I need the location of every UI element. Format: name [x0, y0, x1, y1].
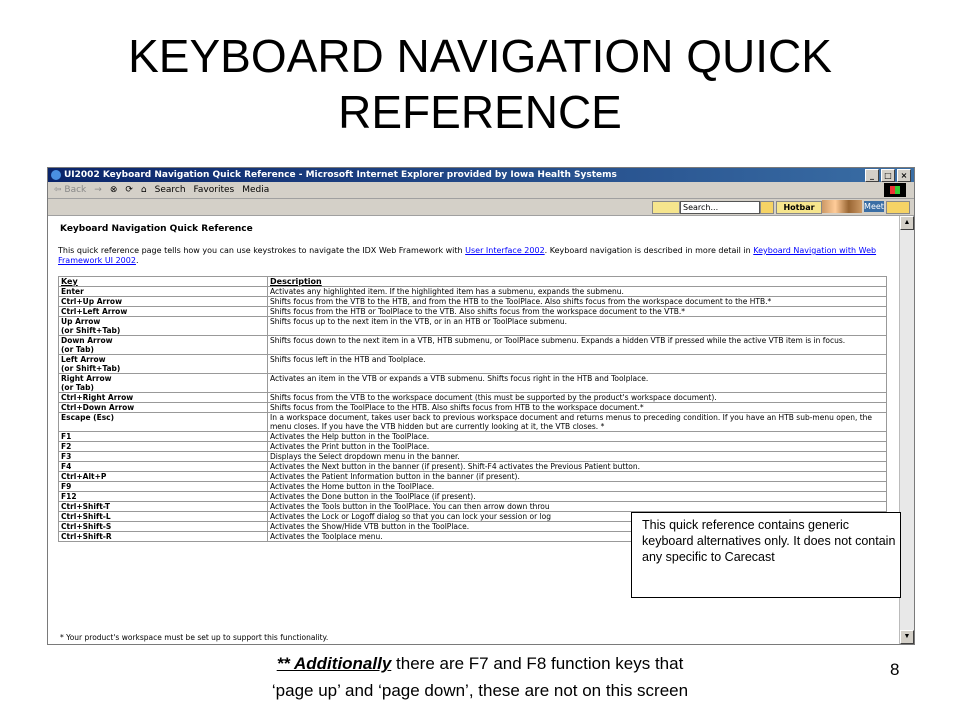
table-row	[59, 462, 887, 472]
key-cell: Ctrl+Shift-R	[59, 532, 268, 542]
close-button[interactable]: ×	[897, 169, 911, 182]
table-row	[59, 403, 887, 413]
intro-end: .	[135, 256, 139, 265]
key-cell: Ctrl+Left Arrow	[59, 307, 268, 317]
description-cell: Activates the Help button in the ToolPlace.	[268, 432, 887, 442]
key-cell: Ctrl+Up Arrow	[59, 297, 268, 307]
slide-title	[0, 28, 960, 140]
table-row	[59, 472, 887, 482]
description-cell: Activates the Home button in the ToolPlace.	[268, 482, 887, 492]
key-cell: F12	[59, 492, 268, 502]
browser-toolbar	[48, 182, 914, 199]
search-button[interactable]: Search	[154, 185, 186, 195]
key-cell: Ctrl+Shift-S	[59, 522, 268, 532]
favorites-button[interactable]: Favorites	[193, 185, 235, 195]
slide-number: 8	[890, 660, 900, 679]
vertical-scrollbar[interactable]	[899, 216, 914, 644]
key-cell: F9	[59, 482, 268, 492]
description-cell: Shifts focus from the HTB or ToolPlace to the VTB. Also shifts focus from the workspace document to the VTB.*	[268, 307, 887, 317]
meet-button[interactable]: Meet	[864, 202, 884, 211]
window-titlebar	[48, 168, 914, 182]
key-cell: F4	[59, 462, 268, 472]
table-row	[59, 492, 887, 502]
table-row	[59, 452, 887, 462]
table-row	[59, 413, 887, 432]
intro-paragraph	[58, 246, 888, 266]
description-cell: Shifts focus up to the next item in the VTB, or in an HTB or ToolPlace submenu.	[268, 317, 887, 336]
scroll-down-arrow-icon[interactable]: ▼	[900, 630, 914, 644]
description-cell: Activates the Show/Hide VTB button in the ToolPlace.	[268, 522, 887, 532]
key-table	[58, 276, 887, 542]
key-cell: Ctrl+Right Arrow	[59, 393, 268, 403]
description-cell: Shifts focus left in the HTB and Toolplace.	[268, 355, 887, 374]
refresh-button[interactable]: ⟳	[125, 185, 133, 195]
key-cell: F3	[59, 452, 268, 462]
table-header-row	[59, 277, 887, 287]
minimize-button[interactable]: _	[865, 169, 879, 182]
media-button[interactable]: Media	[242, 185, 270, 195]
window-title: UI2002 Keyboard Navigation Quick Reference - Microsoft Internet Explorer provided by Iowa Health Systems	[64, 170, 617, 180]
mail-icon[interactable]	[652, 201, 680, 214]
footnote-1: * Your product's workspace must be set up to support this functionality.	[60, 633, 329, 642]
table-row	[59, 336, 887, 355]
description-cell: In a workspace document, takes user back to previous workspace document and returns menus to preceding condition. If you have an HTB sub-menu open, the menu closes. If you have the VTB hidden but are currently looking at it, the VTB closes. *	[268, 413, 887, 432]
table-body	[59, 287, 887, 542]
windows-logo-icon	[884, 183, 906, 197]
forward-button[interactable]: →	[94, 185, 102, 195]
table-row	[59, 432, 887, 442]
ie-icon	[51, 170, 61, 180]
hotbar-pictures-icon[interactable]	[822, 200, 862, 213]
key-cell: F2	[59, 442, 268, 452]
description-cell: Activates the Toolplace menu.	[268, 532, 887, 542]
callout-box: This quick reference contains generic keyboard alternatives only. It does not contain any specific to Carecast	[631, 512, 901, 598]
description-cell: Activates the Done button in the ToolPlace (if present).	[268, 492, 887, 502]
table-row	[59, 393, 887, 403]
table-row	[59, 374, 887, 393]
table-row	[59, 502, 887, 512]
home-button[interactable]: ⌂	[140, 185, 147, 195]
description-cell: Activates the Patient Information button in the banner (if present).	[268, 472, 887, 482]
description-cell: Shifts focus down to the next item in a VTB, HTB submenu, or ToolPlace submenu. Expands a hidden VTB if pressed while the active VTB item is in focus.	[268, 336, 887, 355]
slide-title-line1: KEYBOARD NAVIGATION QUICK	[128, 30, 832, 82]
toolbar-extra-icon[interactable]	[886, 201, 910, 214]
description-cell: Activates an item in the VTB or expands a VTB submenu. Shifts focus right in the HTB and Toolplace.	[268, 374, 887, 393]
key-cell: Right Arrow (or Tab)	[59, 374, 268, 393]
key-cell: Up Arrow (or Shift+Tab)	[59, 317, 268, 336]
table-row	[59, 287, 887, 297]
description-cell: Activates the Next button in the banner (if present). Shift-F4 activates the Previous Patient button.	[268, 462, 887, 472]
table-row	[59, 482, 887, 492]
table-row	[59, 317, 887, 336]
window-controls	[865, 169, 911, 182]
key-cell: Escape (Esc)	[59, 413, 268, 432]
description-cell: Activates the Tools button in the ToolPlace. You can then arrow down throu	[268, 502, 887, 512]
key-column-header: Key	[59, 277, 268, 287]
key-cell: Ctrl+Down Arrow	[59, 403, 268, 413]
key-cell: Ctrl+Alt+P	[59, 472, 268, 482]
key-cell: Ctrl+Shift-T	[59, 502, 268, 512]
intro-text: This quick reference page tells how you can use keystrokes to navigate the IDX Web Framework with	[58, 246, 466, 255]
table-row	[59, 355, 887, 374]
hotbar-button[interactable]: Hotbar	[776, 201, 822, 214]
note-line2: ‘page up’ and ‘page down’, these are not on this screen	[271, 681, 689, 700]
note-line1: there are F7 and F8 function keys that	[391, 654, 684, 673]
description-cell: Shifts focus from the VTB to the HTB, and from the HTB to the ToolPlace. Also shifts focus from the workspace document to the HTB.*	[268, 297, 887, 307]
key-cell: Down Arrow (or Tab)	[59, 336, 268, 355]
page-heading: Keyboard Navigation Quick Reference	[60, 224, 253, 234]
description-cell: Activates the Lock or Logoff dialog so that you can lock your session or log	[268, 512, 887, 522]
table-row	[59, 442, 887, 452]
slide-title-line2: REFERENCE	[338, 86, 622, 138]
back-button[interactable]: ⇦ Back	[54, 185, 87, 195]
search-input[interactable]: Search...	[680, 201, 760, 214]
description-cell: Shifts focus from the ToolPlace to the HTB. Also shifts focus from HTB to the workspace document.*	[268, 403, 887, 413]
table-row	[59, 297, 887, 307]
table-row	[59, 307, 887, 317]
stop-button[interactable]: ⊗	[109, 185, 118, 195]
intro-mid: . Keyboard navigation is described in more detail in	[544, 246, 754, 255]
description-cell: Displays the Select dropdown menu in the banner.	[268, 452, 887, 462]
description-column-header: Description	[268, 277, 887, 287]
search-toolbar	[48, 199, 914, 216]
scroll-up-arrow-icon[interactable]: ▲	[900, 216, 914, 230]
maximize-button[interactable]: □	[881, 169, 895, 182]
key-cell: F1	[59, 432, 268, 442]
key-cell: Enter	[59, 287, 268, 297]
key-cell: Left Arrow (or Shift+Tab)	[59, 355, 268, 374]
key-cell: Ctrl+Shift-L	[59, 512, 268, 522]
keyboard-nav-link[interactable]: Keyboard Navigation with Web Framework UI 2002	[58, 246, 877, 265]
description-cell: Activates the Print button in the ToolPlace.	[268, 442, 887, 452]
note-prefix: ** Additionally	[276, 654, 392, 673]
bottom-note	[140, 650, 820, 704]
search-go-icon[interactable]	[760, 201, 774, 214]
description-cell: Activates any highlighted item. If the highlighted item has a submenu, expands the submenu.	[268, 287, 887, 297]
ui2002-link[interactable]: User Interface 2002	[465, 246, 545, 255]
description-cell: Shifts focus from the VTB to the workspace document (this must be supported by the product's workspace document).	[268, 393, 887, 403]
